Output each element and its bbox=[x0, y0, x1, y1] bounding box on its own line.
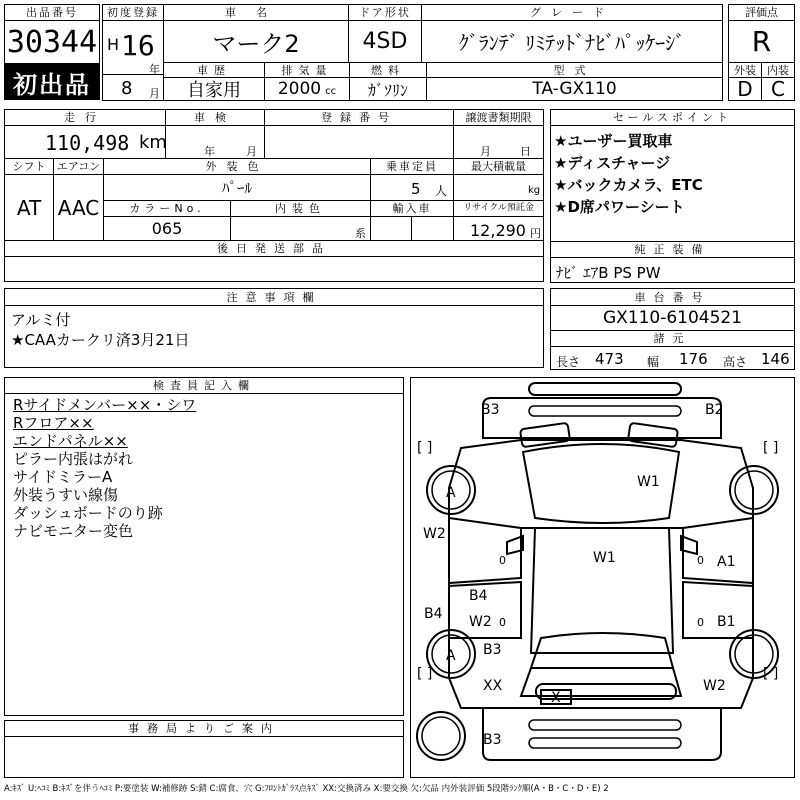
spare-wheel bbox=[417, 712, 465, 760]
sales-points-label: セールスポイント bbox=[550, 109, 795, 126]
int-grade-label: 内装 bbox=[761, 62, 795, 78]
mark-zero-right: 0 bbox=[697, 554, 704, 567]
mark-b4-mid: B4 bbox=[469, 588, 488, 604]
mileage-label: 走行 bbox=[4, 109, 166, 126]
history-label: 車歴 bbox=[163, 62, 265, 78]
mark-a-rear-left: A bbox=[446, 648, 456, 664]
width: 176 bbox=[679, 350, 708, 368]
notes-label: 注意事項欄 bbox=[4, 288, 544, 306]
sales-points-box bbox=[550, 125, 795, 242]
reg-no-label: 登録番号 bbox=[264, 109, 454, 126]
recycle-unit: 円 bbox=[530, 227, 541, 240]
model-label: 型式 bbox=[426, 62, 723, 78]
mark-b3-top: B3 bbox=[481, 402, 500, 418]
mark-b3-rear: B3 bbox=[483, 642, 502, 658]
displacement-label: 排気量 bbox=[264, 62, 350, 78]
inspection-month-unit: 月 bbox=[246, 145, 257, 158]
legend: A:ｷｽﾞ U:ﾍｺﾐ B:ｷｽﾞを伴うﾍｺﾐ P:要塗装 W:補修跡 S:錆 C:腐食、穴 G:ﾌﾛﾝﾄｶﾞﾗｽ点ｷｽﾞ XX:交換済み X:要交換 欠:欠品 内外装評価 5段階ﾗﾝｸ順(A・B・C・D・E) 2 bbox=[4, 784, 609, 794]
mark-a-front-left: A bbox=[446, 485, 456, 501]
transfer-label: 譲渡書類期限 bbox=[453, 109, 544, 126]
ac: AAC bbox=[53, 174, 104, 241]
transfer-month-unit: 月 bbox=[480, 145, 491, 158]
car-name-label: 車名 bbox=[163, 4, 349, 21]
later-parts-label: 後日発送部品 bbox=[4, 240, 544, 257]
import-cell-2 bbox=[411, 216, 454, 241]
rear-window bbox=[531, 633, 673, 668]
mark-w2-mid: W2 bbox=[469, 614, 492, 630]
mark-zero-right-2: 0 bbox=[697, 616, 704, 629]
sales-point-1: ★ユーザー買取車 bbox=[554, 132, 673, 150]
height-label: 高さ bbox=[723, 355, 748, 369]
ext-color-label: 外装色 bbox=[103, 158, 371, 175]
inspector-item: サイドミラーA bbox=[13, 468, 113, 486]
mark-b4-left: B4 bbox=[424, 606, 443, 622]
reg-month: 8 bbox=[121, 78, 133, 99]
fuel: ｶﾞｿﾘﾝ bbox=[349, 77, 427, 101]
front-door-left bbox=[449, 518, 521, 583]
inspector-item: エンドパネル×× bbox=[13, 432, 128, 450]
mark-w1-hood: W1 bbox=[637, 474, 660, 490]
inspector-item: Rサイドメンバー××・シワ bbox=[13, 396, 197, 414]
mark-zero-left: 0 bbox=[499, 554, 506, 567]
width-label: 幅 bbox=[647, 355, 660, 369]
lot-number: 30344 bbox=[4, 20, 100, 64]
import-label: 輸入車 bbox=[370, 200, 454, 217]
max-load-label: 最大積載量 bbox=[453, 158, 544, 175]
transfer-cell bbox=[453, 125, 544, 159]
recycle-label: リサイクル預託金 bbox=[453, 200, 544, 217]
front-bumper bbox=[529, 383, 681, 395]
length: 473 bbox=[595, 350, 624, 368]
equipment-label: 純正装備 bbox=[550, 241, 795, 258]
inspector-item: ピラー内張はがれ bbox=[13, 450, 134, 468]
reg-era: H bbox=[107, 35, 120, 54]
shift: AT bbox=[4, 174, 54, 241]
bracket-right-bottom: [ ] bbox=[763, 666, 779, 682]
headlight-left bbox=[520, 423, 570, 448]
mark-b2-top: B2 bbox=[705, 402, 724, 418]
mark-x: X bbox=[551, 690, 561, 706]
first-listing-badge: 初出品 bbox=[4, 64, 100, 100]
color-no-label: カラーNo. bbox=[103, 200, 231, 217]
later-parts-cell bbox=[4, 256, 544, 282]
displacement-unit: cc bbox=[325, 86, 337, 97]
score: R bbox=[728, 20, 795, 63]
car-name: マーク2 bbox=[163, 20, 349, 63]
int-color-cell bbox=[230, 216, 371, 241]
shift-label: シフト bbox=[4, 158, 54, 175]
sales-point-2: ★ディスチャージ bbox=[554, 154, 671, 172]
grade: ｸﾞﾗﾝﾃﾞ ﾘﾐﾃｯﾄﾞﾅﾋﾞﾊﾟｯｹｰｼﾞ bbox=[421, 20, 723, 63]
headlight-right bbox=[628, 423, 678, 448]
inspection-cell bbox=[165, 125, 265, 159]
score-label: 評価点 bbox=[728, 4, 795, 21]
lot-label: 出品番号 bbox=[4, 4, 100, 21]
car-diagram-svg bbox=[411, 378, 794, 777]
damage-diagram bbox=[410, 377, 795, 778]
displacement-cell bbox=[264, 77, 350, 101]
history: 自家用 bbox=[163, 77, 265, 101]
int-color-label: 内装色 bbox=[230, 200, 371, 217]
int-color-unit: 系 bbox=[355, 227, 366, 240]
bracket-right-top: [ ] bbox=[763, 440, 779, 456]
mark-a1-right: A1 bbox=[717, 554, 736, 570]
chassis-no: GX110-6104521 bbox=[550, 305, 795, 331]
door-label: ドア形状 bbox=[348, 4, 422, 21]
sales-point-3: ★バックカメラ、ETC bbox=[554, 176, 703, 194]
import-cell bbox=[370, 216, 412, 241]
spec-label: 諸元 bbox=[550, 330, 795, 347]
trunk bbox=[521, 668, 681, 696]
sales-point-4: ★D席パワーシート bbox=[554, 198, 685, 216]
capacity: 5 bbox=[411, 180, 421, 198]
mark-w2-left: W2 bbox=[423, 526, 446, 542]
recycle-cell bbox=[453, 216, 544, 241]
ext-color: ﾊﾟｰﾙ bbox=[103, 174, 371, 201]
spec-cell bbox=[550, 346, 795, 370]
inspector-box bbox=[4, 393, 404, 716]
front-panel bbox=[483, 398, 721, 438]
mark-b3-bottom: B3 bbox=[483, 732, 502, 748]
reg-label: 初度登録 bbox=[102, 4, 164, 21]
inspector-label: 検査員記入欄 bbox=[4, 377, 404, 394]
mileage-unit: km bbox=[139, 132, 167, 153]
reg-no-cell bbox=[264, 125, 454, 159]
max-load-unit: kg bbox=[528, 185, 541, 196]
door-type: 4SD bbox=[348, 20, 422, 63]
model: TA-GX110 bbox=[426, 77, 723, 101]
reg-month-cell bbox=[102, 74, 164, 101]
reg-year-unit: 年 bbox=[149, 63, 160, 76]
displacement: 2000 bbox=[277, 79, 322, 99]
office-label: 事務局よりご案内 bbox=[4, 720, 404, 737]
mark-b1-right: B1 bbox=[717, 614, 736, 630]
bracket-left-top: [ ] bbox=[417, 440, 433, 456]
mark-w1-roof: W1 bbox=[593, 550, 616, 566]
reg-month-unit: 月 bbox=[149, 87, 160, 100]
chassis-label: 車台番号 bbox=[550, 288, 795, 306]
notes-box bbox=[4, 305, 544, 368]
capacity-unit: 人 bbox=[435, 184, 448, 198]
capacity-cell bbox=[370, 174, 454, 201]
color-no: 065 bbox=[103, 216, 231, 241]
reg-year-cell bbox=[102, 20, 164, 75]
office-box bbox=[4, 736, 404, 778]
mark-xx: XX bbox=[483, 678, 503, 694]
note-1: アルミ付 bbox=[11, 311, 71, 329]
ac-label: エアコン bbox=[53, 158, 104, 175]
bracket-left-bottom: [ ] bbox=[417, 666, 433, 682]
rear-panel bbox=[483, 708, 721, 760]
cabin bbox=[531, 528, 673, 653]
transfer-day-unit: 日 bbox=[520, 145, 531, 158]
inspector-item: ダッシュボードのり跡 bbox=[13, 504, 163, 522]
inspector-item: Rフロア×× bbox=[13, 414, 94, 432]
ext-grade: D bbox=[728, 77, 762, 101]
mileage: 110,498 bbox=[45, 131, 130, 155]
max-load-cell bbox=[453, 174, 544, 201]
mark-w2-right: W2 bbox=[703, 678, 726, 694]
equipment: ﾅﾋﾞ ｴｱB PS PW bbox=[550, 257, 795, 283]
inspection-year-unit: 年 bbox=[204, 145, 215, 158]
inspector-item: 外装うすい線傷 bbox=[13, 486, 119, 504]
inspection-label: 車検 bbox=[165, 109, 265, 126]
grade-label: グレード bbox=[421, 4, 723, 21]
front-door-right bbox=[683, 518, 753, 583]
height: 146 bbox=[761, 350, 790, 368]
int-grade: C bbox=[761, 77, 795, 101]
fuel-label: 燃料 bbox=[349, 62, 427, 78]
recycle: 12,290 bbox=[470, 221, 526, 240]
reg-year: 16 bbox=[121, 29, 155, 62]
ext-grade-label: 外装 bbox=[728, 62, 762, 78]
mileage-cell bbox=[4, 125, 166, 159]
mark-zero-left-2: 0 bbox=[499, 616, 506, 629]
length-label: 長さ bbox=[556, 355, 581, 369]
capacity-label: 乗車定員 bbox=[370, 158, 454, 175]
note-2: ★CAAカークリ済3月21日 bbox=[11, 331, 190, 349]
inspector-item: ナビモニター変色 bbox=[13, 522, 134, 540]
